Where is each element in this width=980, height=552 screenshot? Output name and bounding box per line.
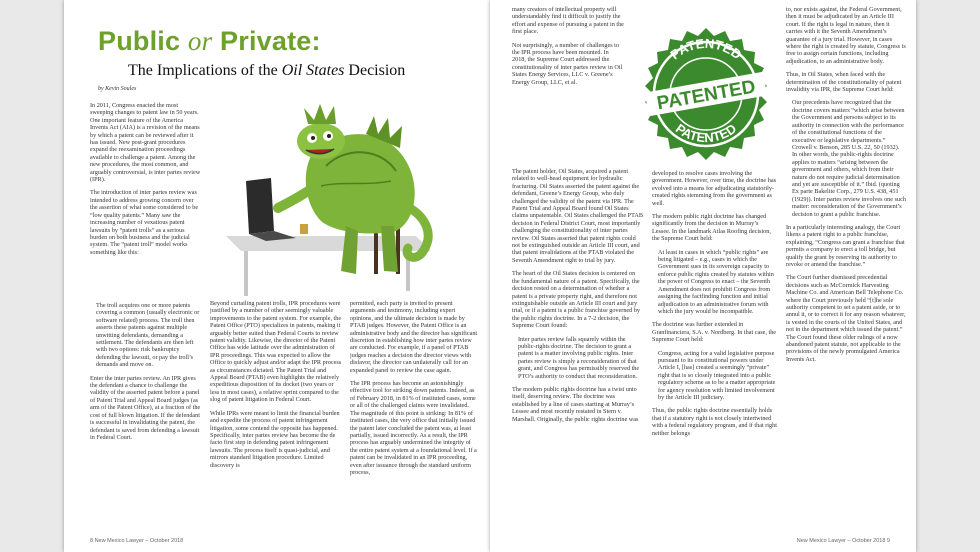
left-footer: 8 New Mexico Lawyer – October 2018 bbox=[90, 538, 184, 544]
desk-icon bbox=[226, 236, 431, 251]
subtitle-post: Decision bbox=[344, 62, 406, 79]
paragraph: developed to resolve cases involving the government. However, over time, the doctrine has evolved into a means for adjudicating statutorily-created rights stemming from the government as well. bbox=[652, 170, 776, 207]
paragraph: The heart of the Oil States decision is centered on the fundamental nature of a patent. Specifically, the decision rested on a determination of whether a patent is a private property right, and therefore not extinguishable outside an Article III court and jury trial, or if a patent is a public franchise governed by the public rights doctrine. In a 7-2 decision, the Supreme Court found: bbox=[512, 270, 641, 330]
block-quote: The troll acquires one or more patents covering a common (usually electronic or software related) process. The troll then asserts these patents against multiple unwitting defendants, demanding a settlement. The defendants are then left with two options: risk bankruptcy defending the lawsuit, or pay the troll’s demands and move on. bbox=[96, 302, 200, 369]
paragraph: Beyond curtailing patent trolls, IPR procedures were justified by a number of other seemingly valuable improvements to the patent system. For example, the Patent Office (PTO) specializes in patents, making it arguably better suited than Federal Courts to review patent validity. Likewise, the director of the Patent Office has wide latitude over the administration of IPR proceedings. This was expected to allow the Office to quickly adjust and/or adapt the IPR process as circumstances dictated. The Patent Trial and Appeal Board (PTAB) even highlights the relatively expeditious disposition of its docket (two years or less in most cases), a relative sprint compared to the slog of patent litigation in Federal Court. bbox=[210, 300, 342, 404]
paragraph: Thus, the public rights doctrine essentially holds that if a statutory right is not closely intertwined with a federal regulatory program, and if that right neither belongs bbox=[652, 407, 777, 437]
paragraph: to, nor exists against, the Federal Government, then it must be adjudicated by an Article III court. If the right is legal in nature, then it carries with it the Seventh Amendment’s guarantee of a jury trial. However, in cases where the right is created by statute, Congress is free to assign certain functions, including adjudication, to an administrative body. bbox=[786, 6, 906, 65]
left-col-1-bottom bbox=[90, 302, 202, 538]
badge-bottom-text: PATENTED bbox=[672, 120, 740, 146]
paragraph: many creators of intellectual property will understandably find it difficult to justify the effort and expense of pursuing a patent in the first place. bbox=[512, 6, 624, 36]
title-public: Public bbox=[98, 26, 188, 56]
right-col-1-bottom bbox=[512, 168, 644, 538]
right-page bbox=[490, 0, 916, 552]
paragraph: The modern public rights doctrine has a twist unto itself, deserving review. The doctrine was established by a line of cases starting at Murray’s Lessee and most recently restated in Stern v. Marshall. Originally, the public rights doctrine was bbox=[512, 385, 639, 423]
right-col-1-top bbox=[512, 6, 624, 166]
left-page bbox=[64, 0, 490, 552]
laptop-icon bbox=[246, 178, 274, 234]
patented-badge-icon bbox=[638, 26, 774, 162]
paragraph: Not surprisingly, a number of challenges to the IPR process have been mounted. In 2018, the Supreme Court addressed the constitutionality of inter partes review in Oil States Energy Services, LLC v. Greene’s Energy Group, LLC, et al. bbox=[512, 41, 623, 86]
left-col-3 bbox=[350, 300, 478, 538]
title-or: or bbox=[187, 26, 213, 56]
badge-top-text: PATENTED bbox=[667, 35, 745, 63]
paragraph: Thus, in Oil States, when faced with the determination of the constitutionality of patent invalidity via IPR, the Supreme Court held: bbox=[786, 71, 902, 94]
left-col-1-top bbox=[90, 102, 202, 302]
byline: by Kevin Soules bbox=[98, 86, 137, 92]
paragraph: The patent holder, Oil States, acquired a patent related to well-head equipment for hydraulic fracturing. Oil States asserted the patent against the defendant, Greene’s Energy Group, who duly challenged the validity of the patent via IPR. The Patent Trial and Appeal Board found Oil States claims unpatentable. Oil States challenged the PTAB decision in Federal District Court, most importantly challenging the constitutionality of inter partes review. Oil States asserted that patent rights could not be extinguished outside an Article III court, and that patent invalidations at the PTAB violated the Seventh Amendment right to trial by jury. bbox=[512, 168, 643, 264]
paragraph: The IPR process has become an astonishingly effective tool for striking down patents. Indeed, as of February 2018, in 81% of instituted cases, some or all of the challenged claims were invalidated. The magnitude of this point is striking: In 81% of instituted cases, the very office that initially issued the patent later concluded the patent was, at least partially, issued incorrectly. As a result, the IPR process has arguably undermined the integrity of the entire patent system at a foundational level. If a patent can be invalidated in an IPR proceeding, even after issuance through the standard uniform process, bbox=[350, 380, 477, 476]
right-col-2 bbox=[652, 170, 778, 538]
paragraph: While IPRs were meant to limit the financial burden and expedite the process of patent infringement litigation, some contend the opposite has happened. Specifically, inter partes review has become the de facto first step in defending patent infringement lawsuits. The process itself is quasi-judicial, and mirrors standard litigation procedure. Limited discovery is bbox=[210, 409, 340, 469]
left-col-2 bbox=[210, 300, 342, 538]
title-private: Private: bbox=[212, 26, 321, 56]
article-title bbox=[98, 26, 321, 57]
paragraph: The introduction of inter partes review was intended to address growing concern over the assertion of what some considered to be “low quality patents.” Many saw the increasing number of vexatious patent lawsuits by “patent trolls” as a serious burden on both business and the judicial system. The “patent troll” model works something like this: bbox=[90, 189, 199, 256]
paragraph: In 2011, Congress enacted the most sweeping changes to patent law in 50 years. One important feature of the America Invents Act (AIA) is a revision of the means by which a patent can be reviewed after it has issued. New post-grant procedures expand the reexamination proceedings available to challenge a patent. Among the new procedures, the most common, and arguably controversial, is inter partes review (IPR). bbox=[90, 102, 201, 184]
block-quote: At least in cases in which “public rights” are being litigated – e.g., cases in which the Government sues in its sovereign capacity to enforce public rights created by statutes within the power of Congress to enact – the Seventh Amendment does not prohibit Congress from assigning the factfinding function and initial adjudication to an administrative forum with which the jury would be incompatible. bbox=[658, 248, 774, 315]
subtitle-italic: Oil States bbox=[281, 62, 345, 79]
subtitle-pre: The Implications of the bbox=[128, 62, 282, 79]
paragraph: permitted, each party is invited to present arguments and testimony, including expert opinions, and the ultimate decision is made by PTAB judges. However, the Patent Office is an administrative body and the director has significant discretion in establishing how inter partes review are conducted. For example, if a panel of PTAB judges reaches a decision the director views with disfavor, the director can unilaterally call for an expanded panel to review the case again. bbox=[350, 300, 478, 374]
block-quote: Congress, acting for a valid legislative purpose pursuant to its constitutional powers under Article I, [has] created a seemingly “private” right that is so closely integrated into a public regulatory scheme as to be a matter appropriate for agency resolution with limited involvement by the Article III judiciary. bbox=[658, 349, 776, 401]
monster-laptop-illustration bbox=[216, 86, 446, 296]
paragraph: The doctrine was further extended in Granfinanciera, S.A. v. Nordberg. In that case, the Supreme Court held: bbox=[652, 321, 777, 344]
right-footer: New Mexico Lawyer – October 2018 9 bbox=[796, 538, 890, 544]
badge-center-text: PATENTED bbox=[655, 76, 758, 115]
right-col-3 bbox=[786, 6, 906, 538]
article-subtitle bbox=[128, 62, 405, 80]
paragraph: The modern public right doctrine has changed significantly from the decision in Murray’s Lessee. In the landmark Atlas Roofing decision, the Supreme Court held: bbox=[652, 213, 771, 243]
paragraph: In a particularly interesting analogy, the Court likens a patent right to a public franchise, explaining, “Congress can grant a franchise that permits a company to erect a toll bridge, but qualify the grant by reserving its authority to revoke or amend the franchise.” bbox=[786, 223, 905, 268]
block-quote: Our precedents have recognized that the doctrine covers matters “which arise between the Government and persons subject to its authority in connection with the performance of the constitutional functions of the executive or legislative departments.” Crowell v. Benson, 285 U.S. 22, 50 (1932). In other words, the public-rights doctrine applies to matters “arising between the government and others, which from their nature do not require judicial determination and yet are susceptible of it.” Ibid. (quoting Ex parte Bakelite Corp., 279 U.S. 438, 451 (1929)). Inter partes review involves one such matter: reconsideration of the Government’s decision to grant a public franchise. bbox=[792, 99, 906, 218]
paragraph: The Court further dismissed precedential decisions such as McCormick Harvesting Machine Co. and American Bell Telephone Co. where the Court previously held “[t]he sole authority competent to set a patent aside, or to annul it, or to correct it for any reason whatever, is vested in the courts of the United States, and not in the department which issued the patent.” The Court found these older rulings of a now abandoned patent statute, not applicable to the provisions of the newly promulgated America Invents Act. bbox=[786, 274, 906, 363]
paragraph: Enter the inter partes review. An IPR gives the defendant a chance to challenge the validity of the asserted patent before a panel of Patent Trial and Appeal Board judges (as arm of the Patent Office), at a fraction of the cost of full blown litigation. If the defendant is successful in invalidating the patent, the defendant is saved from defending a lawsuit in Federal Court. bbox=[90, 374, 201, 441]
block-quote: Inter partes review falls squarely within the public-rights doctrine. The decision to grant a patent is a matter involving public rights. Inter partes review is simply a reconsideration of that grant, and Congress has permissibly reserved the PTO’s authority to conduct that reconsideration. bbox=[518, 335, 640, 380]
